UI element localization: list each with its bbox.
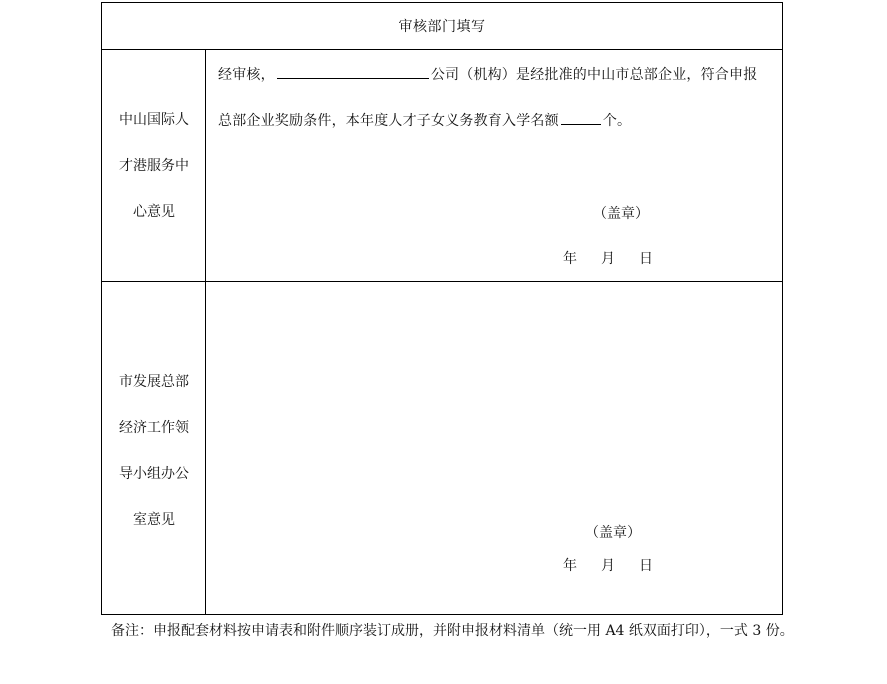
review-prefix: 经审核， xyxy=(218,67,275,83)
seal-label: （盖章） xyxy=(585,525,641,541)
date-month-label: 月 xyxy=(601,558,615,574)
talent-center-label-cell xyxy=(102,50,206,281)
label-line: 心意见 xyxy=(133,204,175,220)
seal-label: （盖章） xyxy=(593,206,649,222)
table-header-row xyxy=(102,3,782,50)
date-year-label: 年 xyxy=(563,558,577,574)
date-year-label: 年 xyxy=(563,251,577,267)
talent-center-content-cell xyxy=(206,50,782,281)
company-name-blank[interactable] xyxy=(277,64,429,79)
review-statement-line-2 xyxy=(218,110,631,130)
hq-office-content-cell[interactable] xyxy=(206,282,782,614)
hq-office-opinion-row xyxy=(102,282,782,614)
label-line: 室意见 xyxy=(133,512,175,528)
date-day-label: 日 xyxy=(639,251,653,267)
date-line xyxy=(563,555,653,575)
label-line: 经济工作领 xyxy=(119,420,189,436)
quota-unit: 个。 xyxy=(602,113,632,129)
review-statement-suffix: 公司（机构）是经批准的中山市总部企业，符合申报 xyxy=(430,67,758,83)
quota-count-blank[interactable] xyxy=(561,110,601,125)
label-line: 市发展总部 xyxy=(119,374,189,390)
label-line: 才港服务中 xyxy=(119,158,189,174)
hq-office-label xyxy=(102,359,206,543)
hq-office-label-cell xyxy=(102,282,206,614)
table-header-title: 审核部门填写 xyxy=(398,19,486,35)
date-line xyxy=(563,248,653,268)
talent-center-label xyxy=(102,97,206,235)
label-line: 导小组办公 xyxy=(119,466,189,482)
review-statement-line-1 xyxy=(218,64,757,84)
talent-center-opinion-row xyxy=(102,50,782,282)
quota-statement: 总部企业奖励条件，本年度人才子女义务教育入学名额 xyxy=(218,113,559,129)
label-line: 中山国际人 xyxy=(119,112,189,128)
date-month-label: 月 xyxy=(601,251,615,267)
footnote-remark: 备注：申报配套材料按申请表和附件顺序装订成册，并附申报材料清单（统一用 A4 纸双面打印），一式 3 份。 xyxy=(111,623,794,639)
date-day-label: 日 xyxy=(639,558,653,574)
review-form-table xyxy=(101,2,783,615)
